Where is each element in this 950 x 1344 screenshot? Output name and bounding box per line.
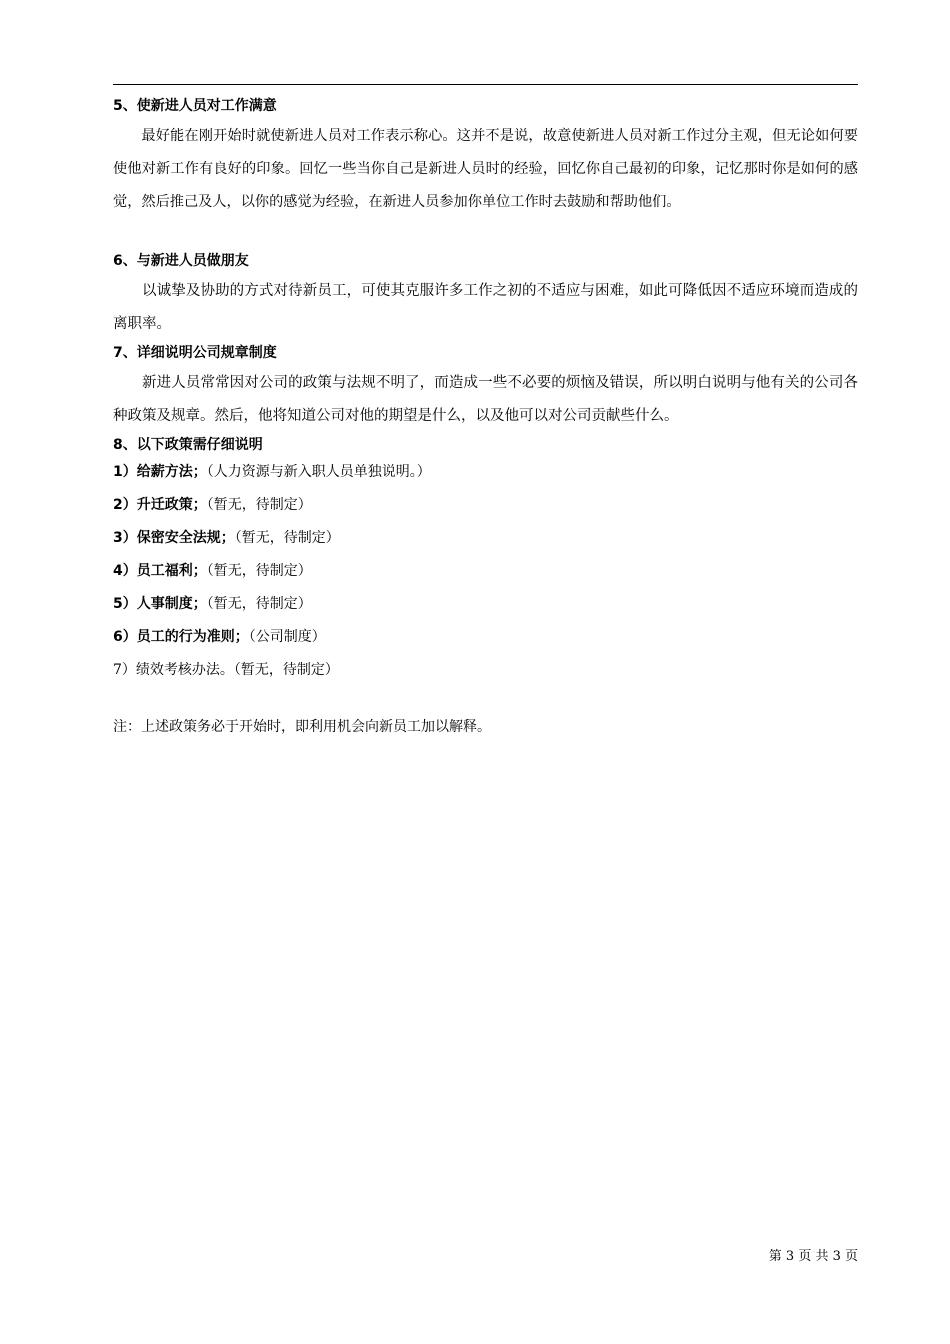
policy-item bbox=[113, 658, 858, 691]
policy-note: （暂无，待制定） bbox=[234, 530, 340, 546]
section-heading-6: 6、与新进人员做朋友 bbox=[113, 253, 249, 269]
policy-note: （公司制度） bbox=[248, 629, 326, 645]
section-body-6: 以诚挚及协助的方式对待新员工，可使其克服许多工作之初的不适应与困难，如此可降低因不适应环境而造成的离职率。 bbox=[113, 283, 858, 332]
policy-label: 6）员工的行为准则； bbox=[113, 629, 249, 645]
section-heading-8: 8、以下政策需仔细说明 bbox=[113, 437, 263, 453]
policy-item bbox=[113, 460, 858, 493]
policy-note: （暂无，待制定） bbox=[206, 497, 312, 513]
policy-note: （暂无，待制定） bbox=[206, 596, 312, 612]
policy-label: 5）人事制度； bbox=[113, 596, 207, 612]
policy-note: （人力资源与新入职人员单独说明。） bbox=[206, 464, 431, 480]
section-heading-5: 5、使新进人员对工作满意 bbox=[113, 98, 277, 114]
section-heading-7: 7、详细说明公司规章制度 bbox=[113, 345, 277, 361]
policy-label: 2）升迁政策； bbox=[113, 497, 207, 513]
policy-note: （暂无，待制定） bbox=[233, 662, 339, 678]
policy-label: 3）保密安全法规； bbox=[113, 530, 235, 546]
policy-list bbox=[113, 460, 858, 691]
policy-item bbox=[113, 526, 858, 559]
policy-label: 4）员工福利； bbox=[113, 563, 207, 579]
document-body bbox=[113, 94, 858, 739]
section-body-5: 最好能在刚开始时就使新进人员对工作表示称心。这并不是说，故意使新进人员对新工作过分主观，但无论如何要使他对新工作有良好的印象。回忆一些当你自己是新进人员时的经验，回忆你自己最初的印象，记忆那时你是如何的感觉，然后推己及人，以你的感觉为经验，在新进人员参加你单位工作时去鼓励和帮助他们。 bbox=[113, 128, 858, 210]
policy-item bbox=[113, 493, 858, 526]
policy-item bbox=[113, 559, 858, 592]
policy-note: （暂无，待制定） bbox=[206, 563, 312, 579]
policy-item bbox=[113, 592, 858, 625]
policy-label: 7）绩效考核办法。 bbox=[113, 662, 234, 678]
page-number: 第 3 页 共 3 页 bbox=[768, 1249, 858, 1264]
closing-note: 注：上述政策务必于开始时，即利用机会向新员工加以解释。 bbox=[113, 719, 491, 735]
policy-label: 1）给薪方法； bbox=[113, 464, 207, 480]
header-rule bbox=[113, 84, 858, 85]
section-body-7: 新进人员常常因对公司的政策与法规不明了，而造成一些不必要的烦恼及错误，所以明白说明与他有关的公司各种政策及规章。然后，他将知道公司对他的期望是什么，以及他可以对公司贡献些什么。 bbox=[113, 375, 858, 424]
policy-item bbox=[113, 625, 858, 658]
